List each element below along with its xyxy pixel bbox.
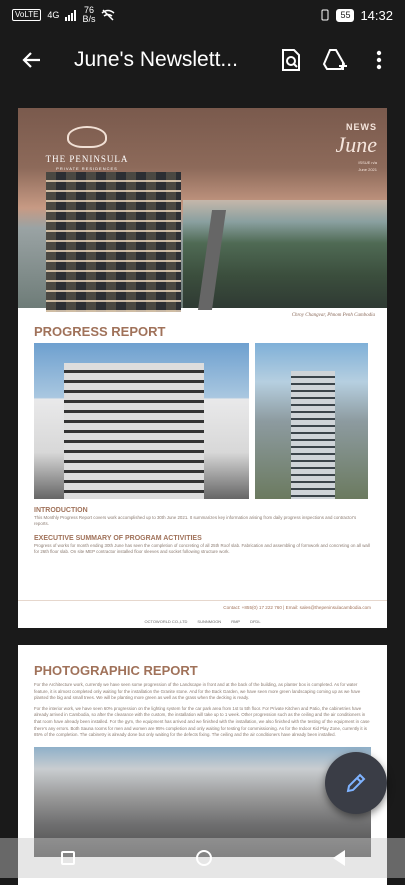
partner-logo: RMP bbox=[231, 619, 240, 624]
city-view bbox=[183, 200, 387, 308]
speed-value: 76 bbox=[84, 5, 94, 15]
summary-heading: EXECUTIVE SUMMARY OF PROGRAM ACTIVITIES bbox=[18, 527, 387, 543]
peninsula-logo-icon bbox=[67, 126, 107, 148]
vibrate-icon bbox=[320, 9, 330, 21]
construction-photo-2 bbox=[255, 343, 368, 499]
pdf-page-1[interactable] bbox=[18, 108, 387, 628]
back-arrow-icon[interactable] bbox=[10, 38, 54, 82]
edit-pencil-icon bbox=[345, 772, 367, 794]
news-issue: ISSUE n/a bbox=[335, 160, 377, 165]
document-title: June's Newslett... bbox=[54, 48, 269, 72]
introduction-heading: INTRODUCTION bbox=[18, 499, 387, 515]
battery-indicator: 55 bbox=[336, 9, 354, 22]
construction-photo-1 bbox=[34, 343, 249, 499]
status-bar bbox=[0, 0, 405, 30]
interior-paragraph: For the interior work, we have seen 60% progression on the lighting system for the car park area from 1st to 5th floor. For Private Kitchen and Patio, the cabinetries have already arrived in Cambodia, so after the clearance with the custom, the installation will take up to 1 week. Other progression such as the ceiling and the air conditioners in that room have already been installed. For the gym, the equipment has arrived and we finished with the installation, we also finished with the testing of the equipment in case there's any errors. Both Sauna rooms for men and women are 95% completion and only waiting for testing for commissioning. As for the Indoor Kid Play Zone, currently it is 85% of the completion. The cabinetry is already done but only waiting for the defects fixing. The ceiling and the air conditioners have already been installed. bbox=[18, 706, 387, 739]
cover-hero-image bbox=[18, 108, 387, 308]
signal-icon bbox=[65, 9, 76, 21]
news-month: June bbox=[335, 132, 377, 158]
clock: 14:32 bbox=[360, 8, 393, 23]
location-caption: Chroy Changvar, Phnom Penh Cambodia bbox=[18, 308, 387, 318]
network-type: 4G bbox=[47, 10, 59, 20]
system-nav-bar bbox=[0, 838, 405, 878]
recent-apps-icon[interactable] bbox=[61, 851, 75, 865]
news-masthead bbox=[335, 122, 377, 172]
brand-logo bbox=[32, 126, 142, 171]
progress-report-title: PROGRESS REPORT bbox=[18, 318, 387, 343]
network-speed bbox=[82, 6, 95, 24]
partner-logo: DFDL bbox=[250, 619, 260, 624]
speed-unit: B/s bbox=[82, 14, 95, 24]
more-vert-icon[interactable] bbox=[357, 38, 401, 82]
edit-fab-button[interactable] bbox=[325, 752, 387, 814]
architecture-paragraph: For the Architecture work, currently we have seen some progression of the Landscape in front and at the back of the building, as planter box is completed. As for water feature, it is almost completed only waiting for the installation the Granite stone. And for the Back Garden, we have seen more green landscaping coming up as we have planted the big and small trees. We will be planting more green as well as the grass when the decking is ready. bbox=[18, 682, 387, 702]
brand-name: THE PENINSULA bbox=[32, 154, 142, 164]
news-date: June 2021 bbox=[335, 167, 377, 172]
progress-photos bbox=[18, 343, 387, 499]
road bbox=[198, 210, 226, 310]
summary-text: Progress of works for month ending 30th June has seen the completion of concreting of all 25th Roof slab. Fabrication and assembling of formwork and concreting on all wall for 26th floor slab. On site MEP contractor installed floor sleeves and socket following structure work. bbox=[18, 543, 387, 555]
photographic-report-title: PHOTOGRAPHIC REPORT bbox=[18, 645, 387, 682]
wifi-off-icon bbox=[101, 9, 115, 21]
app-bar bbox=[0, 34, 405, 86]
status-left bbox=[12, 6, 320, 24]
partner-logo: OCTOWORLD CO.,LTD bbox=[144, 619, 187, 624]
home-icon[interactable] bbox=[196, 850, 212, 866]
back-icon[interactable] bbox=[333, 850, 345, 866]
status-right bbox=[320, 8, 393, 23]
partner-logo: SUNNMOON bbox=[197, 619, 221, 624]
tower-rendering bbox=[46, 172, 181, 312]
contact-line: Contact: +855(0) 17 222 760 | Email: sales@thepeninsulacambodia.com bbox=[18, 600, 387, 610]
add-to-drive-icon[interactable] bbox=[313, 38, 357, 82]
document-search-icon[interactable] bbox=[269, 38, 313, 82]
introduction-text: This Monthly Progress Report covers work accomplished up to 30th June 2021. It summarizes key information arising from daily progress inspections and contractor's reports. bbox=[18, 515, 387, 527]
news-label: NEWS bbox=[335, 122, 377, 132]
partner-logos bbox=[18, 619, 387, 624]
volte-badge: VoLTE bbox=[12, 9, 41, 21]
brand-subtitle: PRIVATE RESIDENCES bbox=[32, 166, 142, 171]
